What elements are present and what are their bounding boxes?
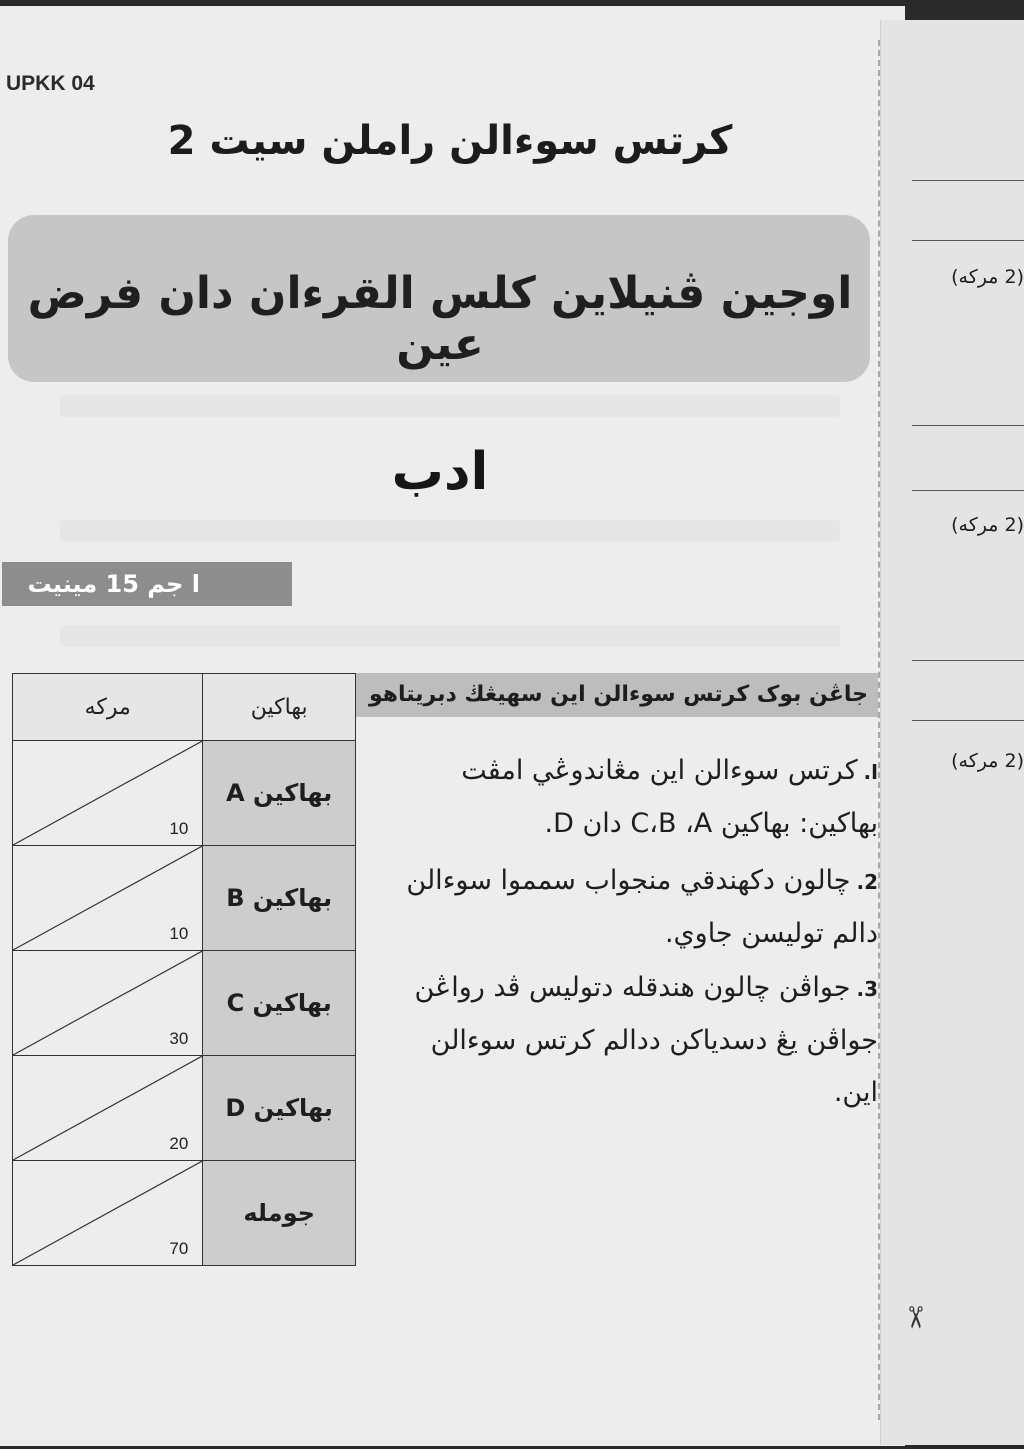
table-row-total <box>13 1161 356 1266</box>
table-row <box>13 951 356 1056</box>
instruction-text: کرتس سوءالن اين مڠاندوڠي امڤت بهاکين: بهاکين C،B ،A دان D. <box>461 755 878 839</box>
adjacent-mark-label: (2 مرکه) <box>951 266 1024 288</box>
table-row <box>13 846 356 951</box>
instruction-text: چالون دکهندقي منجواب سمموا سوءالن دالم توليسن جاوي. <box>406 865 878 949</box>
instruction-number: 3. <box>856 977 878 1001</box>
scissors-icon: ✂ <box>897 1304 933 1331</box>
adjacent-mark-label: (2 مرکه) <box>951 750 1024 772</box>
mark-box <box>13 951 203 1056</box>
total-label: جومله <box>203 1161 356 1266</box>
mark-box <box>13 1056 203 1161</box>
marks-table <box>12 673 356 1266</box>
answer-line <box>912 180 1024 181</box>
mark-box <box>13 846 203 951</box>
instruction-item <box>390 962 878 1119</box>
paper-code: UPKK 04 <box>6 72 95 95</box>
subject-title: اوجين ڤنيلاين كلس القرءان دان فرض عين <box>27 268 853 370</box>
max-mark: 10 <box>169 819 189 838</box>
table-row <box>13 741 356 846</box>
topic-title: ادب <box>391 442 489 502</box>
instruction-text: جواڤن چالون هندقله دتوليس ڤد رواڠن جواڤن يڠ دسدياکن ددالم کرتس سوءالن اين. <box>414 972 878 1108</box>
section-label: بهاکين B <box>203 846 356 951</box>
instruction-item <box>390 745 878 850</box>
answer-line <box>912 720 1024 721</box>
max-mark: 30 <box>169 1029 189 1048</box>
answer-line <box>912 425 1024 426</box>
max-mark: 20 <box>169 1134 189 1153</box>
marks-column-header: مرکه <box>13 674 203 741</box>
instruction-item <box>390 855 878 960</box>
mark-box <box>13 1161 203 1266</box>
mark-box <box>13 741 203 846</box>
bleed-through-text <box>60 520 840 542</box>
binding-cut-line <box>878 40 880 1420</box>
bleed-through-text <box>60 395 840 417</box>
instruction-number: 2. <box>856 870 878 894</box>
section-label: بهاکين C <box>203 951 356 1056</box>
answer-line <box>912 490 1024 491</box>
instruction-number: ا. <box>863 760 878 784</box>
max-mark: 70 <box>169 1239 189 1258</box>
answer-line <box>912 660 1024 661</box>
set-title: كرتس سوءالن راملن سيت 2 <box>167 118 733 164</box>
answer-line <box>912 240 1024 241</box>
instructions-heading: جاڠن بوک كرتس سوءالن اين سهيڠڬ دبريتاهو <box>356 673 878 717</box>
section-label: بهاکين D <box>203 1056 356 1161</box>
bleed-through-text <box>60 625 840 647</box>
duration-label: ا جم 15 مينيت <box>2 562 292 606</box>
adjacent-mark-label: (2 مرکه) <box>951 514 1024 536</box>
marks-table-header <box>13 674 356 741</box>
section-label: بهاکين A <box>203 741 356 846</box>
right-page-edge <box>880 20 1024 1445</box>
table-row <box>13 1056 356 1161</box>
max-mark: 10 <box>169 924 189 943</box>
section-column-header: بهاکين <box>203 674 356 741</box>
